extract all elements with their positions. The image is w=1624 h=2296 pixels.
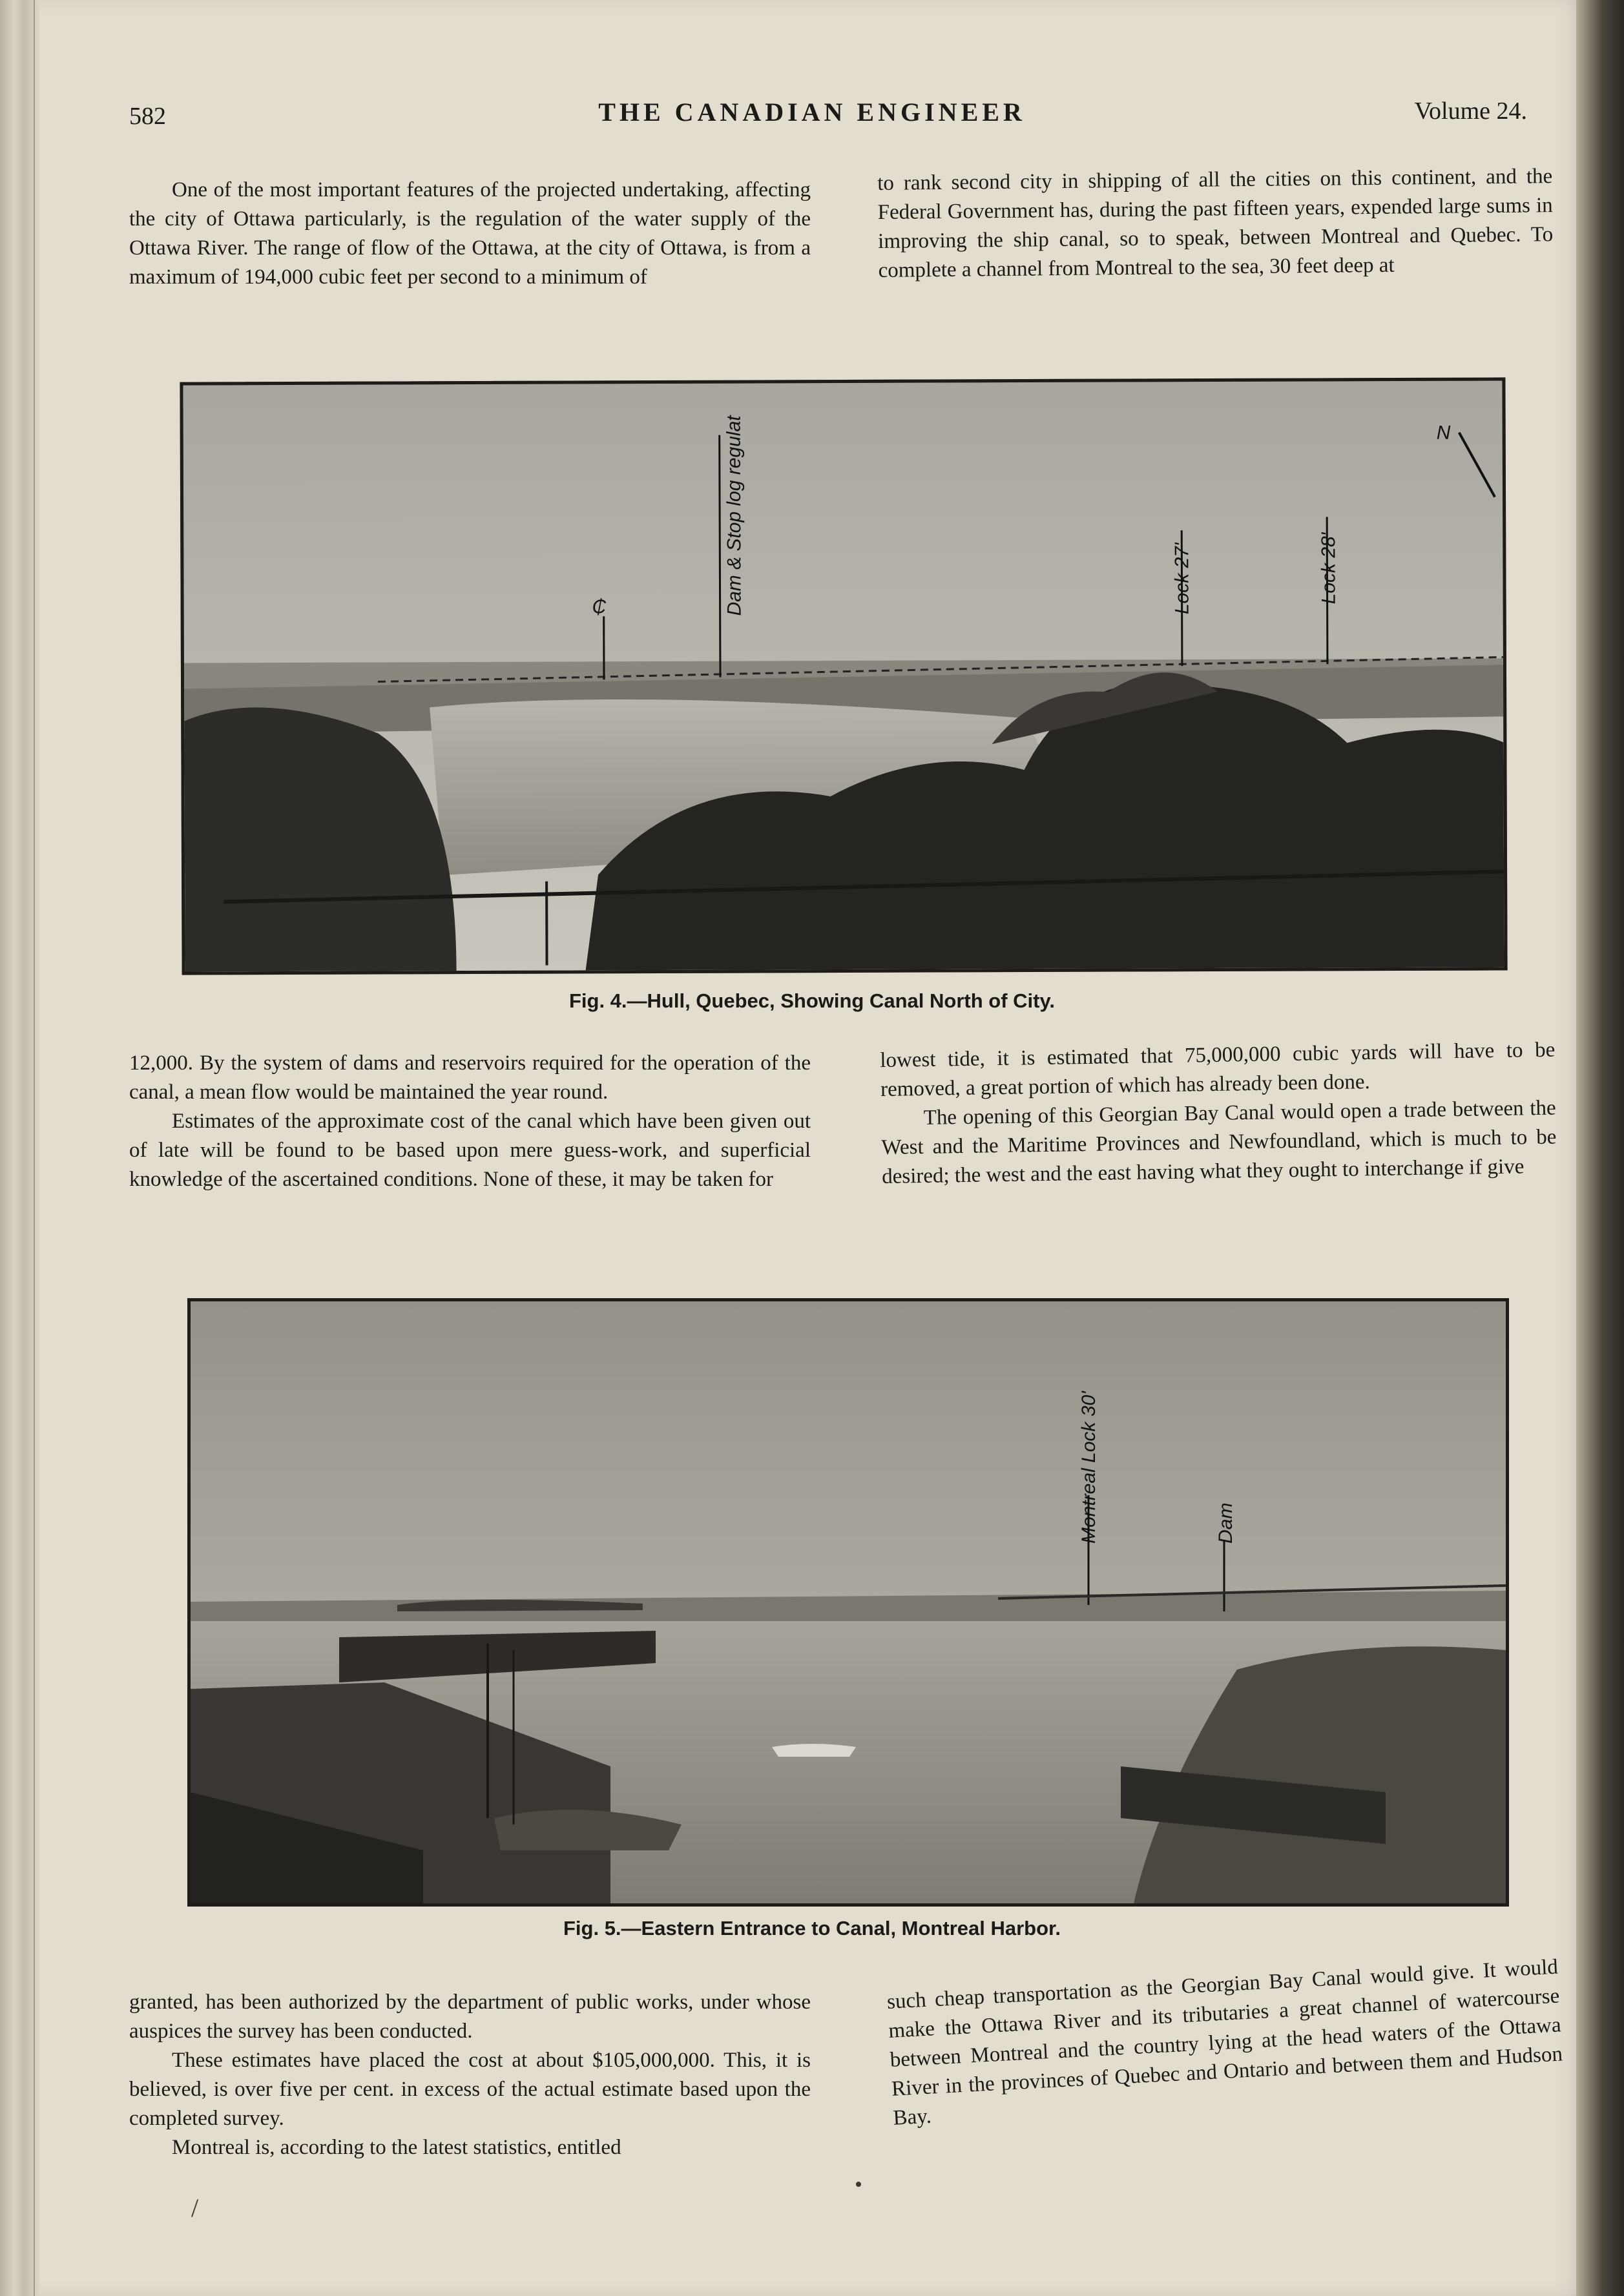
paragraph: These estimates have placed the cost at about $105,000,000. This, it is believed, is over five per cent. in excess of the actual estimate based upon the completed survey.	[129, 2049, 811, 2130]
top-left-column	[129, 176, 811, 292]
montreal-harbor-photo	[191, 1301, 1506, 1903]
figure-5-photo	[187, 1298, 1509, 1907]
paragraph: Estimates of the approximate cost of the canal which have been given out of late will be found to be based upon mere guess-work, and superficial knowledge of the ascertained conditions. None of these, it may be taken for	[129, 1110, 811, 1191]
book-spine	[0, 0, 40, 2296]
paragraph: 12,000. By the system of dams and reservoirs required for the operation of the canal, a mean flow would be maintained the year round.	[129, 1051, 811, 1104]
middle-left-column	[129, 1049, 811, 1194]
paragraph: lowest tide, it is estimated that 75,000,000 cubic yards will have to be removed, a great portion of which has already been done.	[880, 1038, 1556, 1101]
journal-title: THE CANADIAN ENGINEER	[598, 98, 1026, 127]
lock-27-label: Lock 27'	[1171, 543, 1193, 615]
figure-4-photo	[180, 377, 1507, 975]
bottom-left-column	[129, 1988, 811, 2162]
centerline-label: ₵	[592, 596, 607, 618]
dam-label: Dam & Stop log regulat	[723, 415, 745, 616]
ink-spot	[856, 2182, 861, 2187]
page-edge	[1576, 0, 1624, 2296]
north-label: N	[1436, 422, 1451, 444]
page-number: 582	[129, 103, 166, 130]
volume-label: Volume 24.	[1414, 98, 1527, 125]
paragraph: One of the most important features of the projected undertaking, affecting the city of Ottawa particularly, is the regulation of the water supply of the Ottawa River. The range of flow of the Ottawa, at the city of Ottawa, is from a maximum of 194,000 cubic feet per second to a minimum of	[129, 178, 811, 289]
paragraph: The opening of this Georgian Bay Canal would open a trade between the West and the Maritime Provinces and Newfoundland, which is much to be desired; the west and the east having what they ought to interchange if give	[881, 1096, 1557, 1188]
paragraph: Montreal is, according to the latest statistics, entitled	[172, 2136, 621, 2159]
figure-5-caption: Fig. 5.—Eastern Entrance to Canal, Montreal Harbor.	[563, 1917, 1061, 1939]
middle-right-column	[880, 1036, 1557, 1192]
dam-label: Dam	[1215, 1502, 1236, 1544]
figure-4-caption: Fig. 4.—Hull, Quebec, Showing Canal North of City.	[568, 989, 1056, 1012]
paragraph: granted, has been authorized by the department of public works, under whose auspices the survey has been conducted.	[129, 1991, 811, 2043]
montreal-lock-30-label: Montreal Lock 30'	[1078, 1391, 1099, 1544]
lock-28-label: Lock 28'	[1318, 532, 1340, 605]
paragraph: to rank second city in shipping of all the cities on this continent, and the Federal Government has, during the past fifteen years, expended large sums in improving the ship canal, so to speak, between Montreal and Quebec. To complete a channel from Montreal to the sea, 30 feet deep at	[877, 165, 1554, 282]
top-right-column	[877, 162, 1554, 285]
paragraph: such cheap transportation as the Georgian Bay Canal would give. It would make the Ottawa River and its tributaries a great channel of watercourse between Montreal and the country lying at the head waters of the Ottawa River in the provinces of Quebec and Ontario and between them and Hudson Bay.	[886, 1955, 1563, 2130]
hull-quebec-photo	[183, 380, 1504, 971]
pencil-mark: /	[191, 2193, 199, 2222]
